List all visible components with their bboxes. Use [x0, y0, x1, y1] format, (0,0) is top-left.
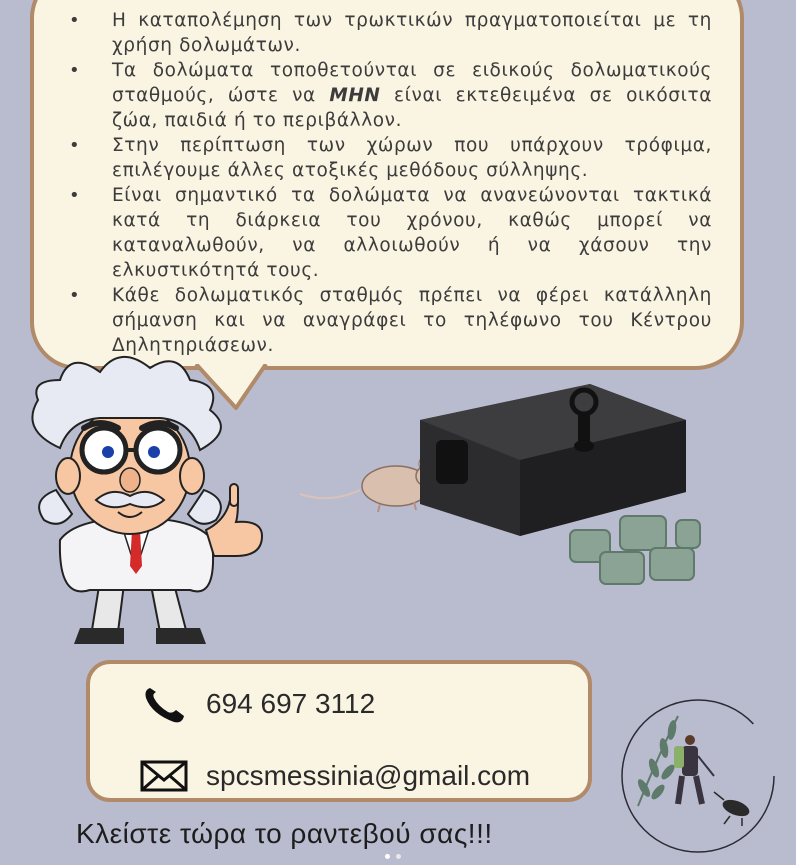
company-logo: [618, 696, 788, 856]
bullet-text: Η καταπολέμηση των τρωκτικών πραγματοποιείται με τη χρήση δολωμάτων.: [112, 10, 712, 56]
cockroach-icon: [714, 792, 752, 826]
bait-blocks-illustration: [570, 516, 700, 584]
bullet-text: Στην περίπτωση των χώρων που υπάρχουν τρόφιμα, επιλέγουμε άλλες ατοξικές μεθόδους σύλληψης.: [112, 135, 712, 181]
carousel-dot[interactable]: [385, 854, 390, 859]
phone-number[interactable]: 694 697 3112: [206, 688, 376, 719]
contact-panel: [86, 660, 592, 802]
bait-station-illustration: [420, 384, 686, 536]
email-address[interactable]: spcsmessinia@gmail.com: [206, 760, 531, 791]
call-to-action-text: Κλείστε τώρα το ραντεβού σας!!!: [76, 818, 493, 849]
emphasis-text: ΜΗΝ: [329, 85, 381, 106]
carousel-indicator[interactable]: [385, 854, 401, 859]
phone-icon: [140, 684, 188, 724]
bullet-text: Κάθε δολωματικός σταθμός πρέπει να φέρει κατάλληλη σήμανση και να αναγράφει το τηλέφωνο του Κέντρου Δηλητηριάσεων.: [112, 285, 712, 356]
envelope-icon: [140, 756, 188, 796]
bullet-text: είναι εκτεθειμένα σε οικόσιτα ζώα, παιδιά ή το περιβάλλον.: [112, 85, 712, 131]
olive-branch-icon: [636, 716, 678, 806]
bullet-icon: •: [69, 135, 81, 156]
carousel-dot[interactable]: [396, 854, 401, 859]
exterminator-icon: [674, 735, 714, 804]
bullet-text: Είναι σημαντικό τα δολώματα να ανανεώνονται τακτικά κατά τη διάρκεια του χρόνου, καθώς μπορεί να καταναλωθούν, να αλλοιωθούν ή να χάσουν την ελκυστικότητά τους.: [112, 185, 712, 281]
bullet-icon: •: [69, 60, 81, 81]
professor-illustration: [32, 357, 262, 644]
bullet-icon: •: [69, 10, 81, 31]
email-row[interactable]: [140, 756, 530, 796]
bullet-icon: •: [69, 285, 81, 306]
bullet-text: Τα δολώματα τοποθετούνται σε ειδικούς δολωματικούς σταθμούς, ώστε να: [112, 60, 712, 106]
phone-row[interactable]: [140, 684, 375, 724]
bullet-icon: •: [69, 185, 81, 206]
